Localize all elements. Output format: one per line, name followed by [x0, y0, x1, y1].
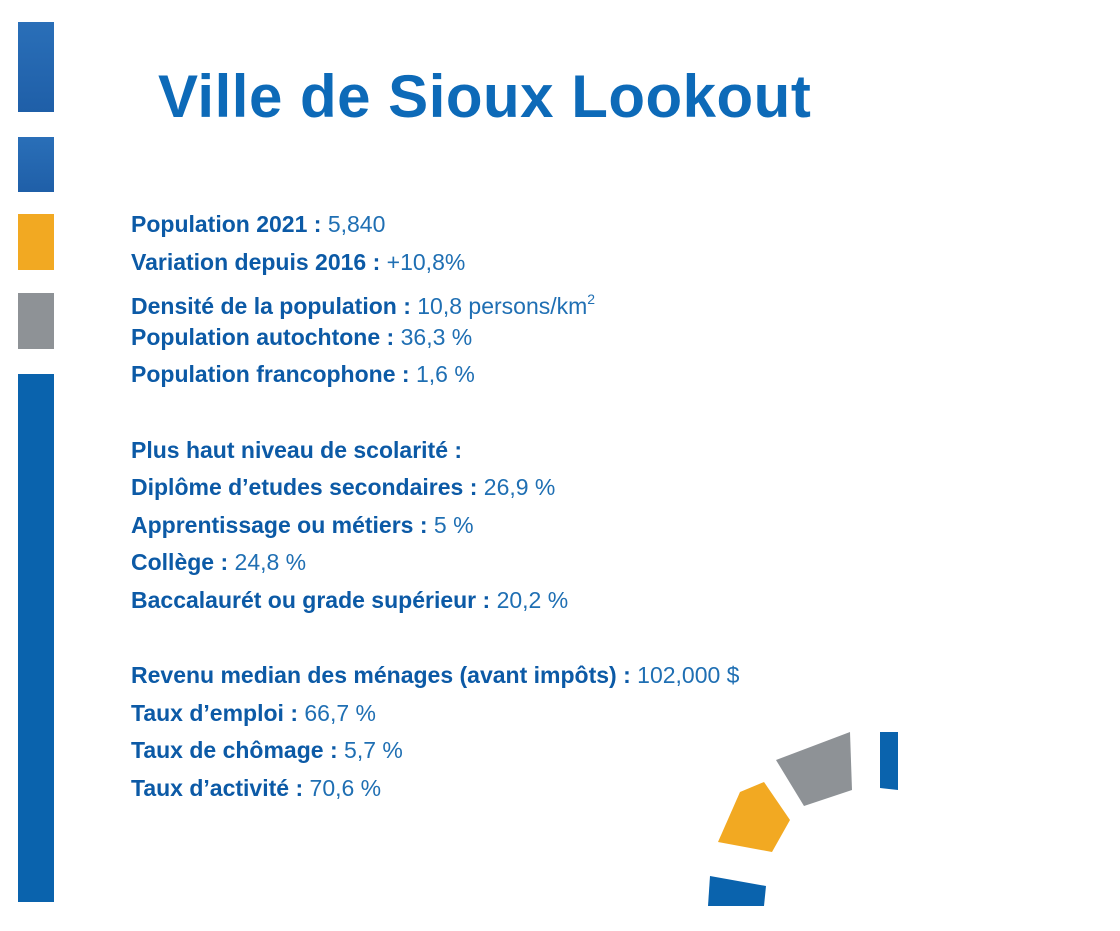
stat-label: Diplôme d’etudes secondaires — [131, 474, 464, 501]
stat-label: Population francophone — [131, 361, 396, 388]
stat-label: Taux d’activité — [131, 774, 290, 801]
education-heading: Plus haut niveau de scolarité : — [131, 436, 463, 463]
arc-blue-bottom-segment — [708, 876, 766, 906]
stat-value: 5,7 % — [344, 737, 403, 764]
stat-line-apprenticeship: Apprentissage ou métiers : 5 % — [131, 511, 474, 538]
stat-value: 10,8 persons/km — [417, 293, 588, 320]
section-gap — [131, 620, 739, 658]
orange-bar-segment — [18, 214, 54, 270]
stat-line-median-income: Revenu median des ménages (avant impôts) : 102,000 $ — [131, 662, 740, 689]
arc-blue-top-segment — [880, 732, 898, 790]
stat-label: Collège — [131, 549, 215, 576]
stat-value: 102,000 $ — [637, 662, 740, 689]
gray-bar-segment — [18, 293, 54, 349]
section-gap — [131, 394, 739, 432]
stat-label: Population autochtone — [131, 323, 381, 350]
stat-line-population-2021: Population 2021 : 5,840 — [131, 211, 386, 237]
stat-value: 5,840 — [327, 211, 386, 237]
stat-line-college: Collège : 24,8 % — [131, 549, 307, 576]
arc-gray-segment — [776, 732, 852, 806]
stat-value: 20,2 % — [496, 586, 569, 613]
stat-line-employment: Taux d’emploi : 66,7 % — [131, 699, 376, 726]
arc-logo-decoration — [700, 720, 920, 910]
stat-label: Population 2021 — [131, 211, 308, 237]
stat-value: 5 % — [433, 511, 474, 538]
arc-orange-segment — [718, 782, 790, 852]
stat-line-francophone: Population francophone : 1,6 % — [131, 361, 475, 388]
long-blue-bar — [18, 374, 54, 902]
stat-label: Revenu median des ménages (avant impôts) — [131, 662, 617, 689]
stats-block — [131, 206, 739, 808]
stat-line-density: Densité de la population : 10,8 persons/$km^2$ — [131, 291, 596, 320]
stat-label: Taux d’emploi — [131, 699, 284, 726]
stat-line-indigenous: Population autochtone : 36,3 % — [131, 323, 473, 350]
blue-bar-segment — [18, 22, 54, 112]
stat-label: Taux de chômage — [131, 737, 324, 764]
stat-value: 66,7 % — [304, 699, 376, 726]
blue-bar-segment — [18, 137, 54, 192]
stat-line-bachelor: Baccalaurét ou grade supérieur : 20,2 % — [131, 586, 569, 613]
stat-line-activity: Taux d’activité : 70,6 % — [131, 774, 382, 801]
stat-value: 24,8 % — [234, 549, 307, 576]
stat-label: Apprentissage ou métiers — [131, 511, 414, 538]
stat-value: +10,8% — [386, 248, 466, 275]
stat-value: 36,3 % — [400, 323, 473, 350]
stat-value: 26,9 % — [483, 474, 556, 501]
stat-value: 70,6 % — [309, 774, 382, 801]
page-title: Ville de Sioux Lookout — [158, 63, 812, 130]
stat-line-secondary: Diplôme d’etudes secondaires : 26,9 % — [131, 474, 556, 501]
stat-line-variation: Variation depuis 2016 : +10,8% — [131, 248, 466, 275]
unit-superscript: 2 — [587, 291, 596, 308]
stat-value: 1,6 % — [415, 361, 475, 388]
stat-label: Densité de la population — [131, 293, 397, 320]
stat-label: Baccalaurét ou grade supérieur — [131, 586, 477, 613]
stat-label: Variation depuis 2016 — [131, 248, 367, 275]
stat-line-unemployment: Taux de chômage : 5,7 % — [131, 737, 403, 764]
